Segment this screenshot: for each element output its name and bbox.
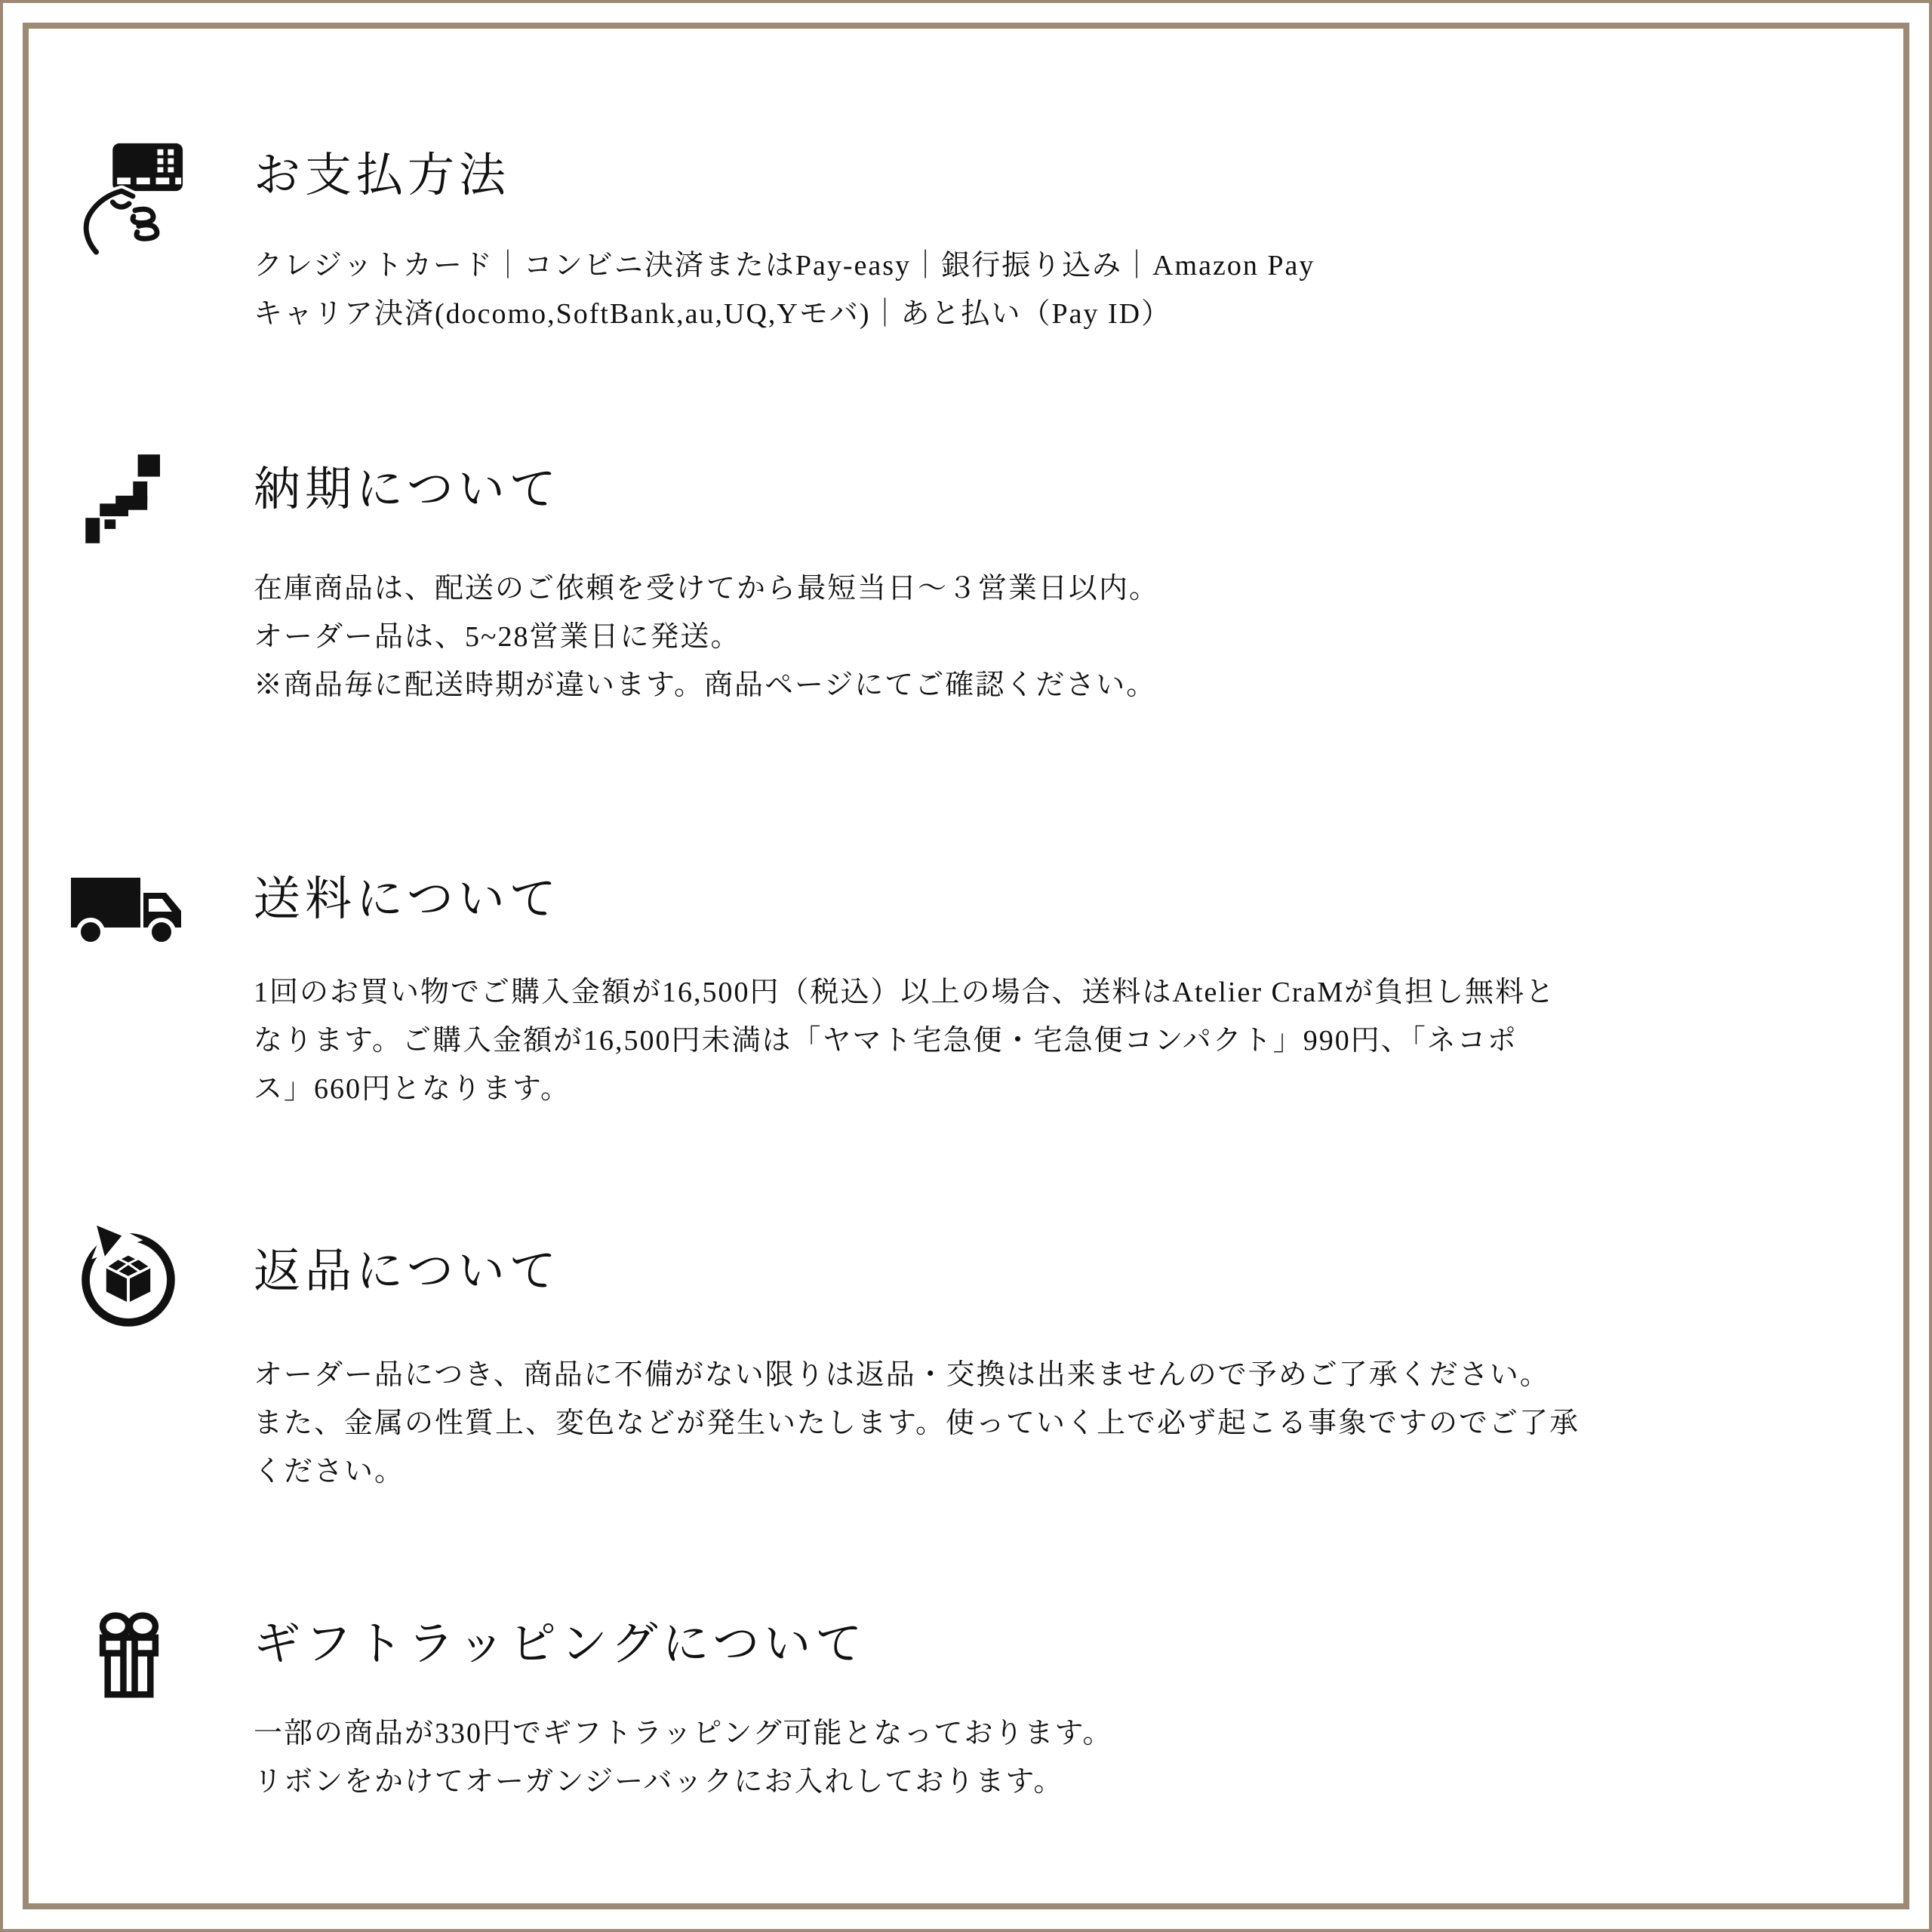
section-body: [254, 1351, 1887, 1496]
return-package-icon: [73, 1221, 183, 1331]
body-line: リボンをかけてオーガンジーバックにお入れしております。: [254, 1766, 1064, 1798]
section-payment: [68, 148, 1887, 338]
body-line: オーダー品につき、商品に不備がない限りは返品・交換は出来ませんので予めご了承ください。: [254, 1359, 1550, 1391]
section-returns: [68, 1244, 1887, 1496]
section-title: ギフトラッピングについて: [254, 1619, 867, 1670]
hand-credit-card-icon: [69, 137, 189, 257]
section-shipping-fee: [68, 872, 1887, 1113]
body-line: オーダー品は、5~28営業日に発送。: [254, 621, 741, 653]
body-line: ス」660円となります。: [254, 1073, 571, 1105]
body-line: 一部の商品が330円でギフトラッピング可能となっております。: [254, 1718, 1113, 1749]
body-line: なります。ご購入金額が16,500円未満は「ヤマト宅急便・宅急便コンパクト」990円、「ネコポ: [254, 1025, 1518, 1057]
section-body: [254, 1709, 1887, 1806]
section-gift-wrapping: [68, 1617, 1887, 1806]
section-title: 送料について: [254, 874, 561, 925]
section-body: [254, 242, 1887, 338]
body-line: また、金属の性質上、変色などが発生いたします。使っていく上で必ず起こる事象ですのでご了承: [254, 1407, 1580, 1439]
body-line: 在庫商品は、配送のご依頼を受けてから最短当日～３営業日以内。: [254, 573, 1160, 605]
section-title: 納期について: [254, 464, 561, 515]
japan-map-icon: [81, 451, 176, 546]
section-body: [254, 565, 1887, 709]
section-delivery-time: [68, 462, 1887, 709]
body-line: 1回のお買い物でご購入金額が16,500円（税込）以上の場合、送料はAtelier CraMが負担し無料と: [254, 977, 1556, 1008]
section-title: 返品について: [254, 1246, 561, 1297]
body-line: ください。: [254, 1456, 405, 1487]
body-line: ※商品毎に配送時期が違います。商品ページにてご確認ください。: [254, 669, 1157, 701]
body-line: クレジットカード｜コンビニ決済またはPay-easy｜銀行振り込み｜Amazon Pay: [254, 250, 1315, 281]
body-line: キャリア決済(docomo,SoftBank,au,UQ,Yモバ)｜あと払い（Pay ID）: [254, 298, 1172, 330]
gift-box-icon: [79, 1607, 179, 1715]
delivery-truck-icon: [68, 872, 189, 950]
section-title: お支払方法: [254, 150, 511, 202]
section-body: [254, 968, 1887, 1113]
